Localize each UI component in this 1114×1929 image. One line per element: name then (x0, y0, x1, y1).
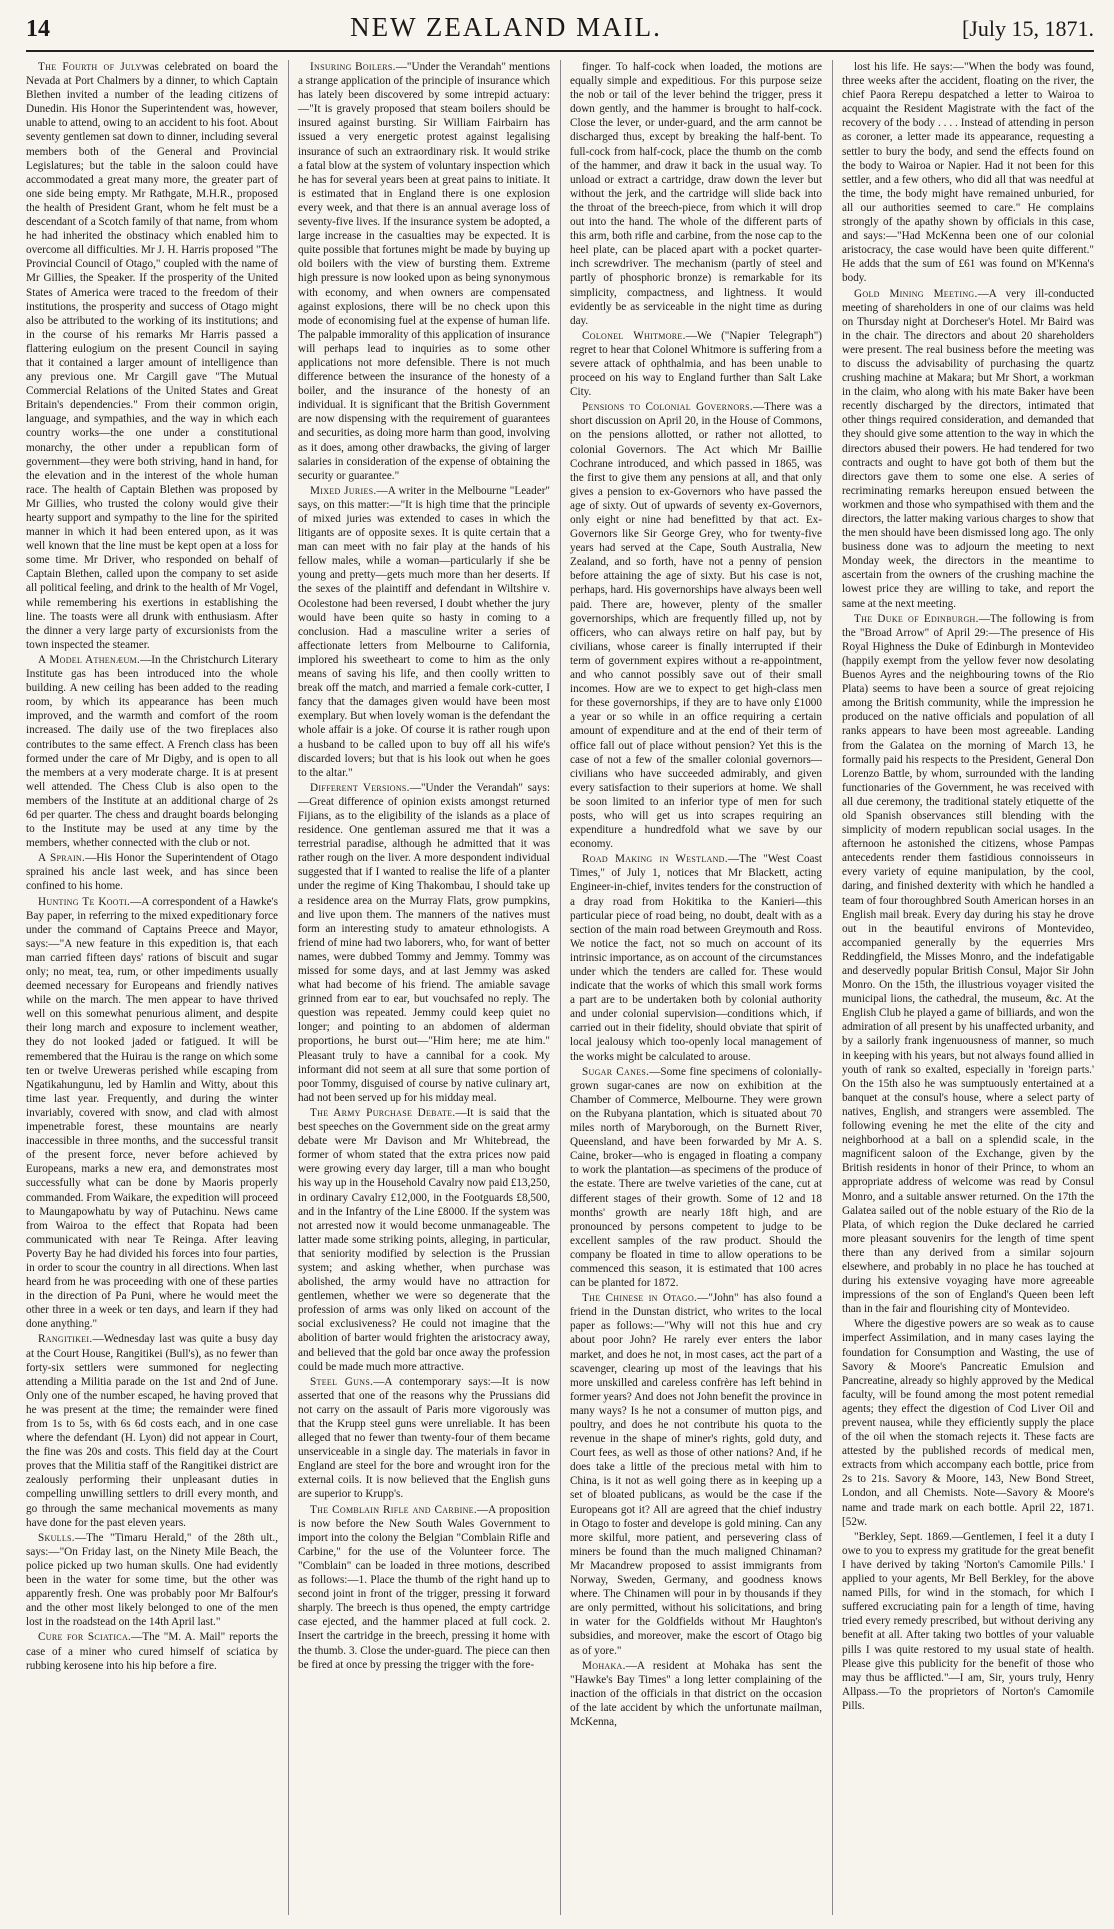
article-text: —The "Timaru Herald," of the 28th ult., says:—"On Friday last, on the Ninety Mile Beach, the police picked up two human skulls. One had evidently been in the water for some time, but the other was apparently fresh. One was probably poor Mr Balfour's and the other most likely belonged to one of the men lost in the roadstead on the 14th April last." (26, 1531, 278, 1629)
article-text: —We ("Napier Telegraph") regret to hear that Colonel Whitmore is suffering from a severe attack of ophthalmia, and has been unable to proceed on his way to England further than Salt Lake City. (570, 329, 822, 399)
article (570, 1065, 822, 1291)
article-text: finger. To half-cock when loaded, the motions are equally simple and expeditious. For this purpose seize the nob or tail of the lever behind the trigger, press it down gently, and the hammer is brought to half-cock. Close the lever, or under-guard, and the arm cannot be discharged thus, except by breaking the half-bent. To full-cock from half-cock, place the thumb on the comb of the hammer, and draw it back in the usual way. To unload or extract a cartridge, draw down the lever but without the jerk, and the cartridge will slide back into the throat of the breech-piece, from which it will drop out into the hand. The whole of the different parts of this arm, both rifle and carbine, from the nose cap to the heel plate, can be placed apart with a pocket quarter-inch screwdriver. The mechanism (partly of steel and partly of phosphoric bronze) is remarkable for its simplicity, compactness, and lightness. It would evidently be as serviceable in the night time as during day. (570, 61, 822, 327)
article-text: —A writer in the Melbourne "Leader" says, on this matter:—"It is high time that the principle of mixed juries was extended to cases in which the litigants are of opposite sexes. It is quite certain that a man can meet with no fair play at the hands of his fellow males, while a woman—particularly if she be young and pretty—gets much more than her deserts. If the sexes of the plaintiff and defendant in Wiltshire v. Ocolestone had been reversed, I doubt whether the jury would have been quite so hasty in coming to a conclusion. Had a masculine writer a series of affectionate letters from Melbourne to California, implored his sweetheart to come to him as the only means of saving his life, and then coolly written to break off the match, and married a female cork-cutter, I fancy that the damages given would have been most exemplary. But when lovely woman is the defendant the whole affair is a joke. Of course it is rather rough upon a husband to be called upon to buy off all his wife's discarded lovers; but that is his look out when he goes to the altar." (298, 484, 550, 779)
article (842, 1317, 1094, 1528)
article (570, 852, 822, 1063)
article (26, 1332, 278, 1529)
page-number: 14 (26, 16, 50, 42)
article (26, 1531, 278, 1630)
article-text: —Some fine specimens of colonially-grown sugar-canes are now on exhibition at the Chamber of Commerce, Melbourne. They were grown on the Rubyana plantation, which is situated about 70 miles north of Maryborough, on the Burnett River, Queensland, and have been forwarded by Mr A. S. Caine, broker—who is engaged in floating a company to work the plantation—as specimens of the produce of the estate. There are twelve varieties of the cane, cut at different stages of their growth. Some of 12 and 18 months' growth are nearly 18ft high, and are pronounced by persons competent to judge to be excellent samples of the raw product. Should the company be floated in time to allow operations to be commenced this season, it is estimated that 100 acres can be planted for 1872. (570, 1065, 822, 1290)
column-4 (832, 60, 1094, 1915)
article (570, 60, 822, 328)
article-heading: Sugar Canes. (582, 1065, 650, 1078)
article-text: —It is said that the best speeches on the Government side on the great army debate were Mr Davison and Mr Whitebread, the former of whom stated that the extra prices now paid were growing every day larger, till a man who bought his way up in the Household Cavalry now paid £13,250, in ordinary Cavalry £12,000, in the Footguards £8,500, and in the Infantry of the Line £8000. If the system was not arrested now it would become unmanageable. The latter made some striking points, alleging, in particular, that seniority modified by selection is the Prussian system; and asking whether, when purchase was abolished, the army would have no attraction for gentlemen, whether we were so degenerate that the profession of arms was only liked on account of the social exclusiveness? He could not imagine that the abolition of barter would frighten the aristocracy away, and believed that the gold bar once away the profession could be made much more attractive. (298, 1106, 550, 1373)
article (298, 781, 550, 1105)
column-2 (288, 60, 550, 1915)
article-heading: Rangitikei. (38, 1333, 93, 1346)
article (298, 1503, 550, 1672)
article-heading: Hunting Te Kooti. (38, 895, 131, 908)
article (842, 287, 1094, 611)
article-text: —A contemporary says:—It is now asserted that one of the reasons why the Prussians did not carry on the assault of Paris more vigorously was that the Krupp steel guns were unreliable. It has been alleged that no fewer than twenty-four of them became unserviceable in a single day. The materials in favor in England are steel for the bore and wrought iron for the external coils. It is now believed that the English guns are superior to Krupp's. (298, 1375, 550, 1501)
article-heading: A Model Athenæum. (38, 653, 141, 666)
article (842, 612, 1094, 1317)
article-heading: The Chinese in Otago. (582, 1292, 698, 1305)
article-text: —The "West Coast Times," of July 1, notices that Mr Blackett, acting Engineer-in-chief, invites tenders for the construction of a dray road from Hokitika to the Kanieri—this particular piece of road being, no doubt, dealt with as a section of the main road between Greymouth and Ross. We notice the fact, not so much on account of its intrinsic importance, as on account of the circumstances under which the tenders are called for. These would indicate that the works of which this small work forms a part are to be undertaken both by colonial authority and under colonial supervision—conditions which, if carried out in their fidelity, should obviate that spirit of local jealousy which too-openly local management of the works might be calculated to arouse. (570, 853, 822, 1063)
article-text: —A proposition is now before the New South Wales Government to import into the colony the Belgian "Comblain Rifle and Carbine," for the use of the Volunteer force. The "Comblain" can be loaded in three motions, described as follows:—1. Place the thumb of the right hand up to second joint in front of the trigger, pressing it forward sharply. The breech is thus opened, the empty cartridge case ejected, and the hammer placed at full cock. 2. Insert the cartridge in the breech, pressing it home with the thumb. 3. Close the under-guard. The piece can then be fired at once by pressing the trigger with the fore- (298, 1503, 550, 1671)
article (842, 1530, 1094, 1713)
article (570, 329, 822, 399)
article-text: —In the Christchurch Literary Institute gas has been introduced into the whole building. A new ceiling has been added to the reading room, by which its appearance has been much improved, and the warmth and comfort of the room increased. The daily use of the two fireplaces also contributes to the same effect. A French class has been formed under the care of Mr Digby, and is open to all the members at a very moderate charge. It is at present well attended. The Chess Club is also open to the members of the Institute at an additional charge of 2s 6d per quarter. The chess and draught boards belonging to the Institute may be used at any time by the members, whether connected with the club or not. (26, 653, 278, 850)
article (298, 484, 550, 780)
article (26, 1630, 278, 1672)
article (842, 60, 1094, 286)
article-text: —A resident at Mohaka has sent the "Hawke's Bay Times" a long letter complaining of the inaction of the officials in that district on the occasion of the late accident by which the unfortunate mailman, McKenna, (570, 1659, 822, 1728)
article-text: "Berkley, Sept. 1869.—Gentlemen, I feel it a duty I owe to you to express my gratitude for the great benefit I have derived by taking 'Norton's Camomile Pills.' I applied to your agents, Mr Bell Berkley, for the above named Pills, for wind in the stomach, for which I suffered excruciating pain for a length of time, having tried every remedy prescribed, but without deriving any benefit at all. After taking two bottles of your valuable pills I was quite restored to my usual state of health. Please give this publicity for the benefit of those who may thus be afflicted."—I am, Sir, yours truly, Henry Allpass.—To the proprietors of Norton's Camomile Pills. (842, 1530, 1094, 1712)
article (26, 895, 278, 1332)
article (298, 60, 550, 483)
article-columns (26, 60, 1094, 1915)
article-text: —A very ill-conducted meeting of shareholders in one of our claims was held on Thursday night at Dorcheser's Hotel. Mr Baird was in the chair. The directors and about 20 shareholders were present. The real business before the meeting was to discuss the advisability of purchasing the quartz crushing machine at Makara; but Mr Short, a workman in the claim, who along with his mate Baker have been recently discharged by the directors, intimated that other things required consideration, and demanded that they should give some attention to the way in which the directors abused their powers. He had tendered for two contracts and ought to have got both of them but the directors gave them to some one else. A series of recriminating remarks hereupon ensued between the workmen and those who sympathised with them and the directors, the latter making various charges to show that the men should have been dismissed long ago. The only business done was to adjourn the meeting to next Monday week, the directors in the meantime to ascertain from the owners of the crushing machine the lowest price they are willing to take, and report the same at the next meeting. (842, 287, 1094, 610)
article-heading: The Fourth of July (38, 61, 142, 73)
article-heading: Cure for Sciatica. (38, 1631, 132, 1644)
article (298, 1375, 550, 1502)
article-heading: Gold Mining Meeting. (854, 287, 978, 300)
article-text: —His Honor the Superintendent of Otago sprained his ancle last week, and has since been confined to his home. (26, 852, 278, 893)
article-heading: Mixed Juries. (310, 484, 377, 497)
article-text: —There was a short discussion on April 20, in the House of Commons, on the pensions allotted, or rather not allotted, to colonial Governors. The Act which Mr Baillie Cochrane introduced, and which passed in 1865, was the first to give them any pensions at all, and that only gives a pension to ex-Governors who have passed the age of sixty. Out of upwards of seventy ex-Governors, only eight or nine had benefitted by that act. Ex-Governors like Sir George Grey, who for twenty-five years had served at the Cape, South Australia, New Zealand, and so forth, have not a penny of pension before attaining the age of sixty. But his case is not, perhaps, hard. His governorships have always been well paid. There are, however, plenty of the smaller governorships, which are frequently filled up, not by officers, who can always retire on half pay, but by civilians, whose career is finally interrupted if their term of government expires without a re-appointment, and who cannot possibly save out of their small incomes. How are we to expect to get high-class men for these governorships, if they are to have only £1000 a year or so while in an office requiring a certain amount of expenditure and at the end of their term of office fall out of place without pension? Yet this is the case of not a few of the smaller colonial governors—civilians who have succeeded admirably, and given every satisfaction to their superiors at home. We shall be soon limited to an inferior type of men for such posts, who will get us into scrapes requiring an expenditure a hundredfold what we save by our economy. (570, 401, 822, 851)
article-heading: Pensions to Colonial Governors. (582, 401, 753, 414)
article (570, 1659, 822, 1729)
article-heading: Road Making in Westland. (582, 853, 728, 866)
article-heading: The Comblain Rifle and Carbine. (310, 1503, 477, 1516)
article-text: lost his life. He says:—"When the body was found, three weeks after the accident, floating on the river, the chief Paora Rerepu despatched a letter to Wairoa to acquaint the Resident Magistrate with the fact of the recovery of the body . . . . Instead of attending in person as coroner, a letter made its appearance, requesting a settler to bury the body, and send the effects found on the body to Wairoa or Napier. Had it not been for this settler, and a few others, who did all that was needful at the time, the body might have remained unburied, for all our authorities seemed to care." He complains strongly of the apathy shown by officials in this case, and says:—"Had McKenna been one of our colonial aristocracy, the case would have been quite different." He adds that the sum of £61 was found on M'Kenna's body. (842, 61, 1094, 285)
article (26, 851, 278, 893)
article-text: —"John" has also found a friend in the Dunstan district, who writes to the local paper as follows:—"Why will not this hue and cry about poor John? He rarely ever enters the labor market, and does he not, in most cases, act the part of a scavenger, clearing up most of the leavings that his more unskilled and careless confrère has left behind in former years? And does not John benefit the province in many ways? Is he not a consumer of mutton pigs, and poultry, and does he not contribute his quota to the revenue in the shape of miner's rights, gold duty, and Court fees, as well as those of other nations? And, if he does take a little of the precious metal with him to China, is it not as well going there as in keeping up a set of bloated publicans, as would be the case if the Europeans got it? All are agreed that the chief industry in Otago to foster and develope is gold mining. Can any more skilful, more patient, and persevering class of miners be found than the much maligned Chinaman? Mr Macandrew proposed to assist immigrants from Norway, Sweden, Germany, and goodness knows where. The Chinamen will pour in by thousands if they are only permitted, without his solicitations, and bring in water for the Goldfields without Mr Haughton's subsidies, and moreover, make the escort of Otago big as of yore." (570, 1292, 822, 1657)
article (26, 60, 278, 652)
article-text: —Wednesday last was quite a busy day at the Court House, Rangitikei (Bull's), as no fewer than forty-six settlers were summoned for neglecting attending a Militia parade on the 1st and 2nd of June. Only one of the number escaped, he having proved that he was present at the time; the remainder were fined from 1s to 5s, with 6s 6d costs each, and in one case where the defendant (H. Lyon) did not appear in Court, the fine was 20s and costs. This field day at the Court proves that the Militia staff of the Rangitikei district are zealously performing their unpleasant duties in compelling unwilling settlers to drill every month, and go through the same mechanical movements as many have done for the past eleven years. (26, 1333, 278, 1529)
column-3 (560, 60, 822, 1915)
masthead (26, 12, 1094, 52)
article-heading: Skulls. (38, 1531, 75, 1544)
article-text: —"Under the Verandah" mentions a strange application of the principle of insurance which has lately been discovered by some intrepid actuary:—"It is gravely proposed that steam boilers should be insured against bursting. Sir William Fairbairn has issued a very energetic protest against legalising insurance of such an extraordinary risk. It would strike a fatal blow at the system of voluntary inspection which he has for several years been at great pains to initiate. It is estimated that in England there is one explosion every week, and that there is an annual average loss of seventy-five lives. If the insurance system be adopted, a large increase in the casualties may be expected. It is quite possible that fortunes might be made by buying up old boilers with the view of bursting them. Extreme high pressure is now looked upon as being synonymous with economy, and when owners are compensated against explosions, there will be no check upon this mode of economising fuel at the expense of human life. The palpable immorality of this application of insurance will perhaps lead to inquiries as to some other applications not more defensible. There is not much difference between the insurance of the honesty of a boiler, and the insurance of the honesty of an individual. It is significant that the British Government are now dispensing with the requirement of guarantees and securities, as doing more harm than good, involving as it does, among other drawbacks, the giving of larger salaries in consideration of the expense of obtaining the security or guarantee." (298, 61, 550, 482)
article-heading: Steel Guns. (310, 1375, 374, 1388)
issue-date: [July 15, 1871. (961, 16, 1094, 41)
article-text: —A correspondent of a Hawke's Bay paper, in referring to the mixed expeditionary force under the command of Captains Preece and Mayor, says:—"A new feature in this expedition is, that each man carried fifteen days' rations of biscuit and sugar only; no meat, tea, rum, or other impediments usually deemed necessary for Europeans and friendly natives while on the march. The men appear to have thrived well on this somewhat penurious aliment, and despite their long march and exposure to inclement weather, they do not looked jaded or fatigued. It will be remembered that the Huirau is the range on which some ten or twelve Ureweras perished while escaping from Ngatikahungunu, led by Hamlin and Witty, about this time last year. Frequently, and during the winter invariably, covered with snow, and clad with almost impenetrable forest, these mountains are nearly inaccessible in three months, and the successful transit of the present force, never before achieved by Europeans, marks a new era, and demonstrates most successfully what can be done by Maoris properly commanded. From Waikare, the expedition will proceed to Maungapowhatu by way of Putachinu. News came from Wairoa to the effect that Ropata had been communicated with near Te Reinga. After leaving Poverty Bay he had divided his forces into four parties, in order to scour the country in all directions. When last heard from he was proceeding with one of these parties in the direction of Pa Puni, where he would meet the other three in a week or ten days, and learn if they had done anything." (26, 895, 278, 1331)
article-heading: Different Versions. (310, 781, 410, 794)
column-1 (26, 60, 278, 1915)
newspaper-title: NEW ZEALAND MAIL. (350, 12, 662, 42)
article-text: Where the digestive powers are so weak as to cause imperfect Assimilation, and in many cases laying the foundation for Consumption and Wasting, the use of Savory & Moore's Pancreatic Emulsion and Pancreatine, already so highly approved by the Medical faculty, will be found among the most potent remedial agents; they effect the digestion of Cod Liver Oil and prevent nausea, while they efficiently supply the place of the oil when the stomach rejects it. These facts are attested by the published records of medical men, extracts from which accompany each bottle, price from 2s to 21s. Savory & Moore, 143, New Bond Street, London, and all Chemists. Note—Savory & Moore's name and trade mark on each bottle. April 22, 1871. [52w. (842, 1318, 1094, 1528)
article-text: —The following is from the "Broad Arrow" of April 29:—The presence of His Royal Highness the Duke of Edinburgh in Montevideo (happily exempt from the yellow fever now desolating Buenos Ayres and the neighbouring towns of the Rio Plata) seems to have been a source of great rejoicing among the British community, while the impression he produced on the native officials and population of all ranks appears to have been most agreeable. Landing from the Galatea on the morning of March 13, he formally paid his respects to the President, General Don Lorenzo Battle, by whom, surrounded with the landing functionaries of the Government, he was received with all due ceremony, the traditional stately etiquette of the old Spanish observances still blending with the simplicity of modern republican social usages. In the afternoon he astonished the citizens, whose Pampas antecedents render them fastidious connoisseurs in every variety of equine manipulation, by the cool, daring, and finished dexterity with which he handled a team of four thoroughbred South American horses in an English mail break. Every day during his stay he drove out in the beautiful environs of Montevideo, accompanied generally by the equerries Mrs Reddingfield, the Misses Monro, and the indefatigable and deservedly popular British Consul, Major Sir John Monro. On the 15th, the illustrious voyager visited the municipal lions, the cathedral, the museum, &c. At the English Club he played a game of billiards, and won the admiration of all present by his unaffected urbanity, and by a sailorly frank ingenuousness of manner, so much in keeping with his years, but not always found allied in youth of rank so exalted, especially in 'foreign parts.' On the 15th also he was sumptuously entertained at a banquet at the consul's house, where a select party of natives, English, and strangers were assembled. The following evening he met the elite of the city and neighborhood at a ball on a splendid scale, in the magnificent saloon of the Exchange, given by the British residents in honor of their Prince, to whom an appropriate address of welcome was read by Consul Monro, and a suitable answer returned. On the 17th the Galatea sailed out of the noble estuary of the Rio de la Plata, of which region the Duke declared he carried more pleasant souvenirs for the length of time spent there than any derived from a similar sojourn elsewhere, and probably in no place he has touched at during his extensive voyaging have more agreeable impressions of the son of England's Queen been left than in the fair and flourishing city of Montevideo. (842, 612, 1094, 1316)
article (298, 1106, 550, 1374)
article-text: —The "M. A. Mail" reports the case of a miner who cured himself of sciatica by rubbing kerosene into his hip before a fire. (26, 1631, 278, 1672)
article-heading: The Army Purchase Debate. (310, 1106, 456, 1119)
article-text: was celebrated on board the Nevada at Port Chalmers by a dinner, to which Captain Blethen invited a number of the leading citizens of Dunedin. His Honor the Superintendent was, however, unable to attend, owing to an accident to his foot. About seventy gentlemen sat down to dinner, including several members both of the General and Provincial Legislatures; but the table in the saloon could have accommodated a great many more, the greater part of one side being empty. Mr Rathgate, M.H.R., proposed the health of President Grant, whom he felt must be a descendant of a Scotch family of that name, from whom he had inherited the obstinacy which enabled him to overcome all difficulties. Mr J. H. Harris proposed "The Provincial Council of Otago," coupled with the name of Mr Gillies, the Speaker. If the prosperity of the United States of America were traced to the freedom of their institutions, the prosperity and success of Otago might also be attributed to the working of its institutions; and in the course of his remarks Mr Harris passed a flattering eulogium on the present Council in saying that it contained a larger amount of intelligence than any previous one. Mr Cargill gave "The Mutual Commercial Relations of the United States and Great Britain's dependencies." From their common origin, language, and sympathies, and the way in which each country works—the one under a constitutional monarchy, the other under a republican form of government—they were both striving, hand in hand, for the elevation and in the interest of the whole human race. The health of Captain Blethen was proposed by Mr Gillies, who trusted the colony would give their hearty support and sympathy to the line for the spirited manner in which it had been entered upon, as it was well known that the line must be kept open at a loss for some time. Mr Driver, who responded on behalf of Captain Blethen, called upon the company to set aside all political feeling, and drink to the health of Mr Vogel, while remembering his exertions in establishing the line. The toasts were all drunk with enthusiasm. After the dinner a very large party of excursionists from the town inspected the steamer. (26, 61, 278, 651)
article (26, 653, 278, 850)
article-text: —"Under the Verandah" says:—Great difference of opinion exists amongst returned Fijians, as to the eligibility of the islands as a place of residence. One gentleman assured me that it was a terrestrial paradise, although he admitted that it was rather rough on the liver. A more despondent individual suggested that if I wanted to realise the life of a planter under the regime of King Thakombau, I should take up a residence area on the Murray Flats, grow pumpkins, and live upon them. The manners of the natives must form an interesting study to amateur ethnologists. A friend of mine had two laborers, who, for want of better names, were dubbed Tommy and Jemmy. Tommy was missed for some days, and at last Jemmy was asked what had become of his friend. The amiable savage grinned from ear to ear, but vouchsafed no reply. The question was repeated. Jemmy could keep quiet no longer; and pointing to an abdomen of alderman proportions, he burst out—"Him here; me ate him." Pleasant truly to have a cannibal for a cook. My informant did not seem at all sure that some portion of poor Tommy, disguised of course by native culinary art, had not been served up for his midday meal. (298, 781, 550, 1104)
article-heading: The Duke of Edinburgh. (854, 612, 979, 625)
article (570, 400, 822, 851)
article-heading: A Sprain. (38, 852, 86, 865)
article-heading: Insuring Boilers. (310, 61, 396, 73)
article-heading: Colonel Whitmore. (582, 329, 686, 342)
article-heading: Mohaka. (582, 1659, 626, 1672)
article (570, 1291, 822, 1657)
